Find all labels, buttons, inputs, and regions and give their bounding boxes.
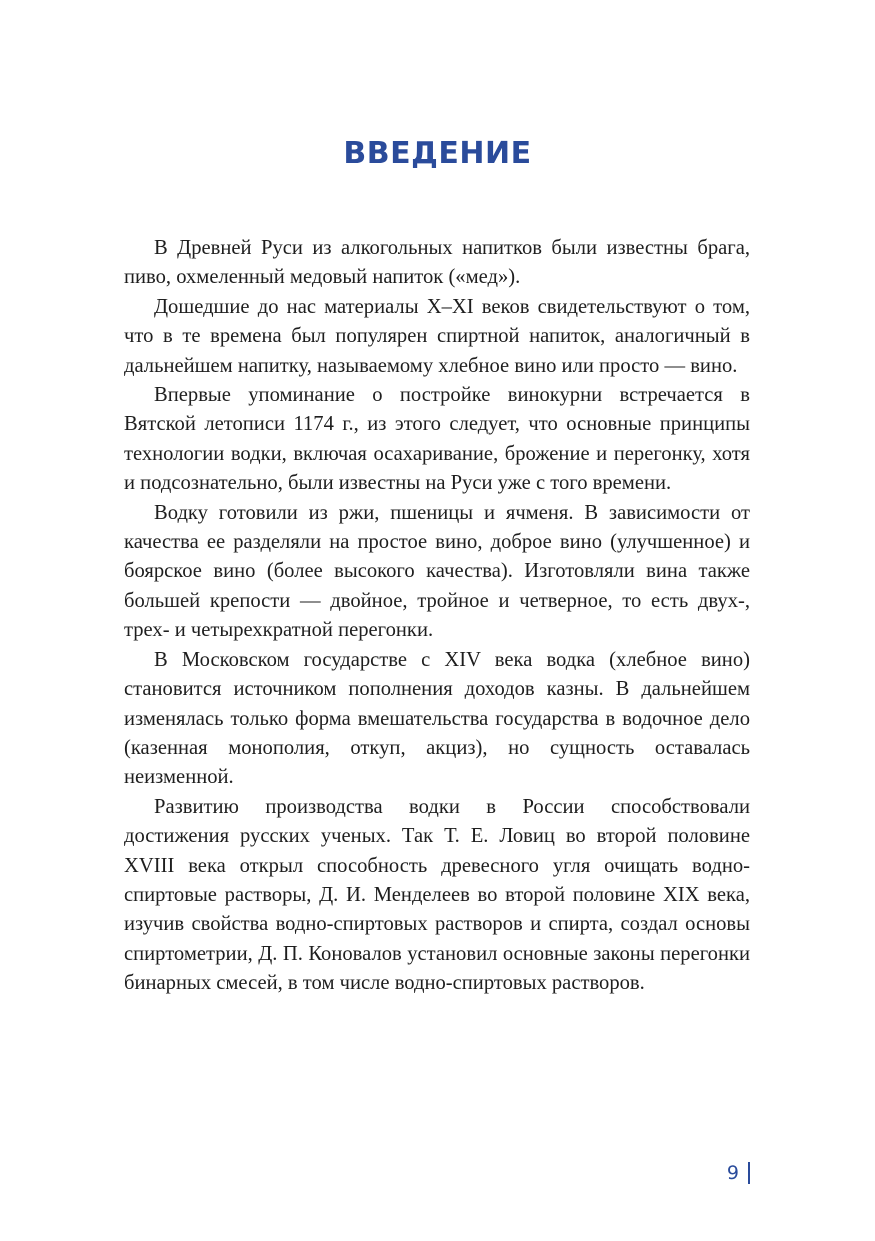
- folio-divider: [748, 1162, 750, 1184]
- chapter-body: [124, 234, 750, 999]
- paragraph-2: Дошедшие до нас материалы X–XI веков свидетельствуют о том, что в те времена был популярен спиртной напиток, аналогичный в дальнейшем напитку, называемому хлебное вино или просто — вино.: [124, 295, 750, 377]
- paragraph-5: В Московском государстве с XIV века водка (хлебное вино) становится источником пополнения доходов казны. В дальнейшем изменялась только форма вмешательства государства в водочное дело (казенная монополия, откуп, акциз), но сущность оставалась неизменной.: [124, 648, 750, 789]
- paragraph-4: Водку готовили из ржи, пшеницы и ячменя. В зависимости от качества ее разделяли на простое вино, доброе вино (улучшенное) и боярское вино (более высокого качества). Изготовляли вина также большей крепости — двойное, тройное и четверное, то есть двух-, трех- и четырехкратной перегонки.: [124, 501, 750, 642]
- chapter-heading: ВВЕДЕНИЕ: [343, 136, 532, 171]
- paragraph-3: Впервые упоминание о постройке винокурни встречается в Вятской летописи 1174 г., из этого следует, что основные принципы технологии водки, включая осахаривание, брожение и перегонку, хотя и подсознательно, были известны на Руси уже с того времени.: [124, 384, 750, 495]
- paragraph-6: Развитию производства водки в России способствовали достижения русских ученых. Так Т. Е. Ловиц во второй половине XVIII века открыл способность древесного угля очищать водно-спиртовые растворы, Д. И. Менделеев во второй половине XIX века, изучив свойства водно-спиртовых растворов и спирта, создал основы спиртометрии, Д. П. Коновалов установил основные законы перегонки бинарных смесей, в том числе водно-спиртовых растворов.: [124, 795, 750, 995]
- page-number: 9: [726, 1162, 739, 1184]
- paragraph-1: В Древней Руси из алкогольных напитков были известны брага, пиво, охмеленный медовый напиток («мед»).: [124, 237, 750, 289]
- page-folio: [727, 1162, 750, 1184]
